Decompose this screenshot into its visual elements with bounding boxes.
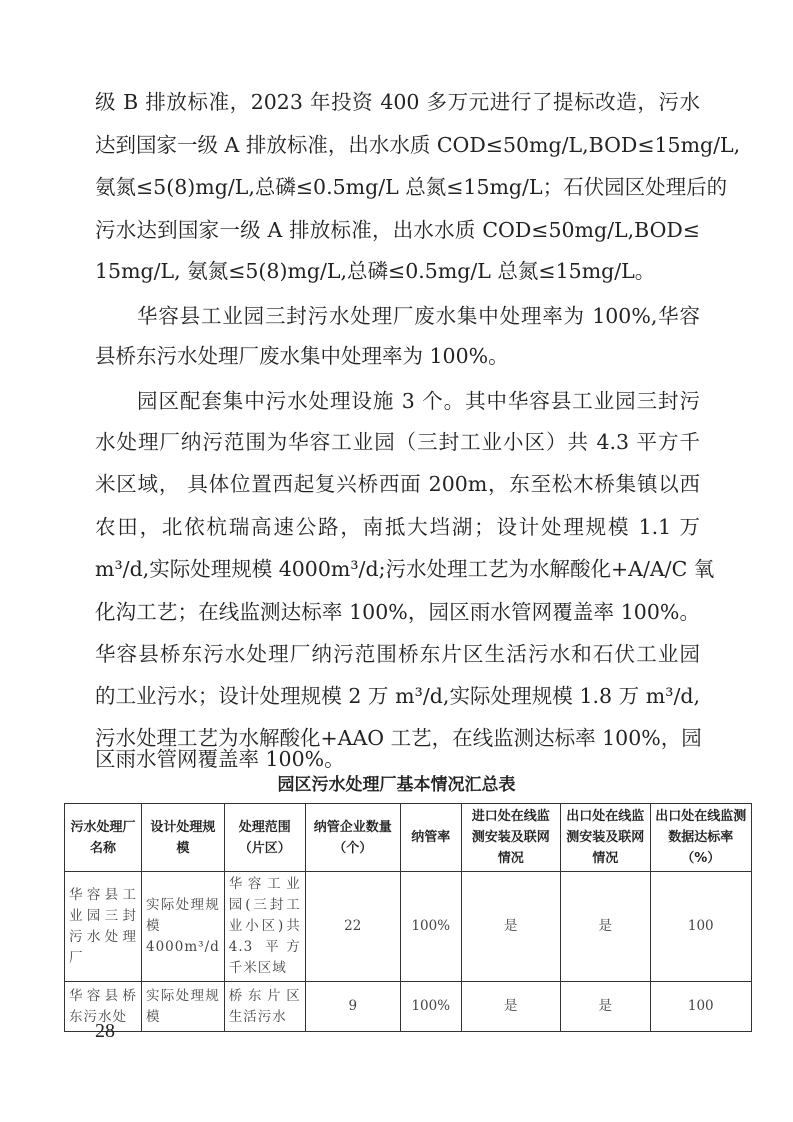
- header-cell: 污水处理厂名称: [65, 804, 142, 872]
- text-line: 氨氮≤5(8)mg/L,总磷≤0.5mg/L 总氮≤15mg/L；石伏园区处理后的: [95, 175, 728, 199]
- table-header-row: [65, 804, 752, 872]
- page-number: 28: [95, 1020, 115, 1042]
- text-line: 达到国家一级 A 排放标准，出水水质 COD≤50mg/L,BOD≤15mg/L,: [95, 133, 741, 157]
- text-line: 化沟工艺；在线监测达标率 100%，园区雨水管网覆盖率 100%。: [95, 600, 700, 624]
- table-cell: 华容县桥东污水处: [65, 982, 142, 1032]
- text-line: 华容县工业园三封污水处理厂废水集中处理率为 100%,华容: [137, 304, 700, 328]
- table-cell: 实际处理规模: [142, 982, 225, 1032]
- text-line: 农田，北依杭瑞高速公路，南抵大垱湖；设计处理规模 1.1 万: [95, 515, 700, 539]
- table-title: 园区污水处理厂基本情况汇总表: [277, 775, 516, 795]
- header-cell: 纳管企业数量（个）: [305, 804, 400, 872]
- table-cell: 华容工业园(三封工业小区)共4.3 平方千米区域: [224, 872, 305, 982]
- table-cell: 华容县工业园三封污水处理厂: [65, 872, 142, 982]
- header-cell: 处理范围（片区）: [224, 804, 305, 872]
- table-cell: 是: [560, 872, 650, 982]
- header-cell: 出口处在线监测安装及联网情况: [560, 804, 650, 872]
- text-line: 水处理厂纳污范围为华容工业园（三封工业小区）共 4.3 平方千: [95, 430, 700, 454]
- text-line: 华容县桥东污水处理厂纳污范围桥东片区生活污水和石伏工业园: [95, 642, 700, 666]
- text-line: 15mg/L, 氨氮≤5(8)mg/L,总磷≤0.5mg/L 总氮≤15mg/L。: [95, 259, 656, 283]
- text-line: 污水处理工艺为水解酸化+AAO 工艺，在线监测达标率 100%，园: [95, 726, 702, 750]
- text-line: m³/d,实际处理规模 4000m³/d;污水处理工艺为水解酸化+A/A/C 氧: [95, 557, 715, 581]
- table-row: [65, 982, 752, 1032]
- table-cell: 桥东片区生活污水: [224, 982, 305, 1032]
- header-cell: 出口处在线监测数据达标率（%）: [650, 804, 751, 872]
- table-cell: 是: [560, 982, 650, 1032]
- text-line: 园区配套集中污水处理设施 3 个。其中华容县工业园三封污: [137, 389, 700, 413]
- table-cell: 9: [305, 982, 400, 1032]
- table-cell: 是: [461, 872, 560, 982]
- table-row: [65, 872, 752, 982]
- table-cell: 是: [461, 982, 560, 1032]
- text-line: 污水达到国家一级 A 排放标准，出水水质 COD≤50mg/L,BOD≤: [95, 218, 700, 242]
- text-line: 区雨水管网覆盖率 100%。: [95, 747, 345, 771]
- text-line: 级 B 排放标准，2023 年投资 400 多万元进行了提标改造，污水: [95, 90, 700, 114]
- table-cell: 22: [305, 872, 400, 982]
- table-cell: 100%: [400, 872, 461, 982]
- header-cell: 纳管率: [400, 804, 461, 872]
- table-cell: 100: [650, 982, 751, 1032]
- table-cell: 100%: [400, 982, 461, 1032]
- header-cell: 进口处在线监测安装及联网情况: [461, 804, 560, 872]
- table-cell: 100: [650, 872, 751, 982]
- text-line: 的工业污水；设计处理规模 2 万 m³/d,实际处理规模 1.8 万 m³/d,: [95, 684, 700, 708]
- summary-table: [64, 803, 752, 1032]
- text-line: 米区域， 具体位置西起复兴桥西面 200m，东至松木桥集镇以西: [95, 472, 700, 496]
- text-line: 县桥东污水处理厂废水集中处理率为 100%。: [95, 344, 509, 368]
- header-cell: 设计处理规模: [142, 804, 225, 872]
- table-cell: 实际处理规模4000m³/d: [142, 872, 225, 982]
